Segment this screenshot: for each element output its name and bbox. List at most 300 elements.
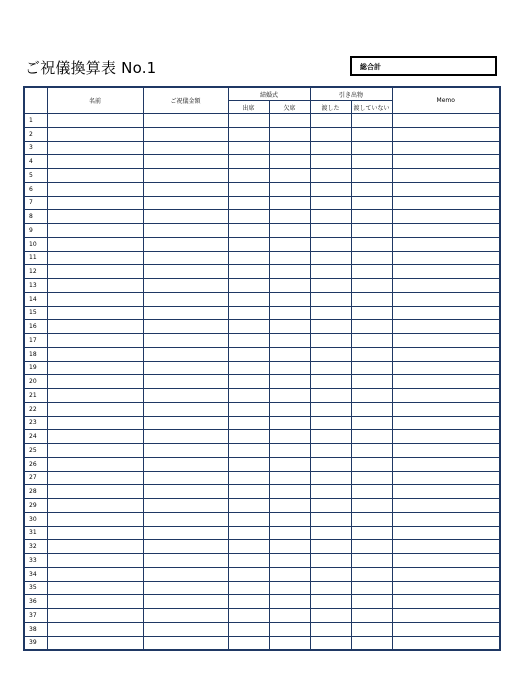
gift-amount-cell[interactable] — [143, 581, 228, 595]
memo-cell[interactable] — [392, 155, 500, 169]
attend-cell[interactable] — [228, 512, 269, 526]
gift-amount-cell[interactable] — [143, 444, 228, 458]
attend-cell[interactable] — [228, 430, 269, 444]
name-cell[interactable] — [47, 114, 143, 128]
given-cell[interactable] — [310, 430, 351, 444]
table-row — [24, 347, 500, 361]
given-cell[interactable] — [310, 251, 351, 265]
not-given-cell[interactable] — [351, 182, 392, 196]
gift-amount-cell[interactable] — [143, 361, 228, 375]
given-cell[interactable] — [310, 622, 351, 636]
not-given-cell[interactable] — [351, 581, 392, 595]
memo-cell[interactable] — [392, 499, 500, 513]
not-given-cell[interactable] — [351, 141, 392, 155]
attend-cell[interactable] — [228, 361, 269, 375]
table-row — [24, 457, 500, 471]
attend-cell[interactable] — [228, 444, 269, 458]
attend-cell[interactable] — [228, 609, 269, 623]
attend-cell[interactable] — [228, 554, 269, 568]
gift-amount-cell[interactable] — [143, 512, 228, 526]
name-cell[interactable] — [47, 499, 143, 513]
absent-cell[interactable] — [269, 581, 310, 595]
gift-amount-cell[interactable] — [143, 155, 228, 169]
given-cell[interactable] — [310, 141, 351, 155]
memo-cell[interactable] — [392, 237, 500, 251]
given-cell[interactable] — [310, 595, 351, 609]
memo-cell[interactable] — [392, 251, 500, 265]
gift-amount-cell[interactable] — [143, 416, 228, 430]
not-given-cell[interactable] — [351, 320, 392, 334]
given-cell[interactable] — [310, 279, 351, 293]
given-cell[interactable] — [310, 114, 351, 128]
gift-amount-cell[interactable] — [143, 567, 228, 581]
absent-cell[interactable] — [269, 609, 310, 623]
gift-amount-cell[interactable] — [143, 292, 228, 306]
not-given-cell[interactable] — [351, 526, 392, 540]
attend-cell[interactable] — [228, 251, 269, 265]
memo-cell[interactable] — [392, 361, 500, 375]
name-cell[interactable] — [47, 567, 143, 581]
table-row — [24, 416, 500, 430]
name-cell[interactable] — [47, 141, 143, 155]
absent-cell[interactable] — [269, 375, 310, 389]
table-row — [24, 444, 500, 458]
row-number: 17 — [24, 334, 47, 348]
memo-cell[interactable] — [392, 320, 500, 334]
attend-cell[interactable] — [228, 485, 269, 499]
attend-cell[interactable] — [228, 265, 269, 279]
given-cell[interactable] — [310, 581, 351, 595]
not-given-cell[interactable] — [351, 334, 392, 348]
gift-amount-cell[interactable] — [143, 141, 228, 155]
name-cell[interactable] — [47, 361, 143, 375]
not-given-cell[interactable] — [351, 306, 392, 320]
gift-amount-cell[interactable] — [143, 237, 228, 251]
given-cell[interactable] — [310, 402, 351, 416]
absent-cell[interactable] — [269, 485, 310, 499]
not-given-cell[interactable] — [351, 347, 392, 361]
table-row — [24, 375, 500, 389]
not-given-cell[interactable] — [351, 237, 392, 251]
attend-cell[interactable] — [228, 581, 269, 595]
attend-cell[interactable] — [228, 279, 269, 293]
given-cell[interactable] — [310, 361, 351, 375]
not-given-cell[interactable] — [351, 554, 392, 568]
name-cell[interactable] — [47, 457, 143, 471]
grand-total-box[interactable] — [350, 56, 497, 76]
memo-cell[interactable] — [392, 609, 500, 623]
absent-cell[interactable] — [269, 622, 310, 636]
gift-amount-cell[interactable] — [143, 375, 228, 389]
gift-amount-cell[interactable] — [143, 554, 228, 568]
gift-amount-cell[interactable] — [143, 265, 228, 279]
name-cell[interactable] — [47, 320, 143, 334]
absent-cell[interactable] — [269, 292, 310, 306]
memo-cell[interactable] — [392, 169, 500, 183]
name-cell[interactable] — [47, 609, 143, 623]
memo-cell[interactable] — [392, 444, 500, 458]
gift-amount-cell[interactable] — [143, 389, 228, 403]
not-given-cell[interactable] — [351, 540, 392, 554]
gift-amount-cell[interactable] — [143, 114, 228, 128]
gift-amount-cell[interactable] — [143, 306, 228, 320]
attend-cell[interactable] — [228, 595, 269, 609]
attend-cell[interactable] — [228, 347, 269, 361]
memo-cell[interactable] — [392, 512, 500, 526]
attend-cell[interactable] — [228, 114, 269, 128]
not-given-cell[interactable] — [351, 485, 392, 499]
absent-cell[interactable] — [269, 567, 310, 581]
absent-cell[interactable] — [269, 210, 310, 224]
not-given-cell[interactable] — [351, 499, 392, 513]
name-cell[interactable] — [47, 306, 143, 320]
given-cell[interactable] — [310, 485, 351, 499]
table-row — [24, 155, 500, 169]
not-given-cell[interactable] — [351, 595, 392, 609]
table-row — [24, 210, 500, 224]
attend-cell[interactable] — [228, 306, 269, 320]
row-number: 24 — [24, 430, 47, 444]
absent-cell[interactable] — [269, 127, 310, 141]
memo-cell[interactable] — [392, 265, 500, 279]
not-given-cell[interactable] — [351, 279, 392, 293]
given-cell[interactable] — [310, 457, 351, 471]
not-given-cell[interactable] — [351, 402, 392, 416]
name-cell[interactable] — [47, 485, 143, 499]
gift-amount-cell[interactable] — [143, 224, 228, 238]
gift-amount-cell[interactable] — [143, 127, 228, 141]
given-cell[interactable] — [310, 526, 351, 540]
given-cell[interactable] — [310, 210, 351, 224]
memo-cell[interactable] — [392, 581, 500, 595]
absent-cell[interactable] — [269, 457, 310, 471]
absent-cell[interactable] — [269, 471, 310, 485]
memo-cell[interactable] — [392, 375, 500, 389]
not-given-cell[interactable] — [351, 512, 392, 526]
not-given-cell[interactable] — [351, 389, 392, 403]
not-given-cell[interactable] — [351, 609, 392, 623]
name-cell[interactable] — [47, 292, 143, 306]
attend-cell[interactable] — [228, 636, 269, 650]
gift-amount-cell[interactable] — [143, 347, 228, 361]
gift-amount-cell[interactable] — [143, 196, 228, 210]
gift-amount-cell[interactable] — [143, 485, 228, 499]
row-number: 31 — [24, 526, 47, 540]
memo-cell[interactable] — [392, 114, 500, 128]
absent-cell[interactable] — [269, 389, 310, 403]
table-row — [24, 224, 500, 238]
gift-amount-cell[interactable] — [143, 499, 228, 513]
given-cell[interactable] — [310, 237, 351, 251]
not-given-cell[interactable] — [351, 416, 392, 430]
given-cell[interactable] — [310, 127, 351, 141]
row-number: 32 — [24, 540, 47, 554]
name-cell[interactable] — [47, 237, 143, 251]
name-cell[interactable] — [47, 622, 143, 636]
memo-cell[interactable] — [392, 224, 500, 238]
attend-cell[interactable] — [228, 210, 269, 224]
absent-cell[interactable] — [269, 320, 310, 334]
absent-cell[interactable] — [269, 444, 310, 458]
attend-cell[interactable] — [228, 169, 269, 183]
table-row — [24, 265, 500, 279]
memo-cell[interactable] — [392, 485, 500, 499]
attend-cell[interactable] — [228, 457, 269, 471]
not-given-cell[interactable] — [351, 224, 392, 238]
not-given-cell[interactable] — [351, 444, 392, 458]
not-given-cell[interactable] — [351, 114, 392, 128]
name-cell[interactable] — [47, 430, 143, 444]
gift-amount-cell[interactable] — [143, 251, 228, 265]
name-cell[interactable] — [47, 265, 143, 279]
name-cell[interactable] — [47, 279, 143, 293]
given-cell[interactable] — [310, 554, 351, 568]
memo-cell[interactable] — [392, 334, 500, 348]
memo-cell[interactable] — [392, 127, 500, 141]
name-cell[interactable] — [47, 540, 143, 554]
absent-cell[interactable] — [269, 196, 310, 210]
gift-amount-cell[interactable] — [143, 636, 228, 650]
absent-cell[interactable] — [269, 430, 310, 444]
absent-cell[interactable] — [269, 540, 310, 554]
gift-amount-cell[interactable] — [143, 402, 228, 416]
given-cell[interactable] — [310, 306, 351, 320]
given-cell[interactable] — [310, 224, 351, 238]
attend-cell[interactable] — [228, 416, 269, 430]
name-cell[interactable] — [47, 169, 143, 183]
name-cell[interactable] — [47, 402, 143, 416]
memo-cell[interactable] — [392, 402, 500, 416]
gift-amount-cell[interactable] — [143, 595, 228, 609]
memo-cell[interactable] — [392, 416, 500, 430]
given-cell[interactable] — [310, 375, 351, 389]
name-cell[interactable] — [47, 347, 143, 361]
name-cell[interactable] — [47, 224, 143, 238]
name-cell[interactable] — [47, 251, 143, 265]
gift-amount-cell[interactable] — [143, 540, 228, 554]
not-given-cell[interactable] — [351, 196, 392, 210]
memo-cell[interactable] — [392, 430, 500, 444]
given-cell[interactable] — [310, 334, 351, 348]
attend-cell[interactable] — [228, 155, 269, 169]
absent-cell[interactable] — [269, 279, 310, 293]
memo-cell[interactable] — [392, 526, 500, 540]
absent-cell[interactable] — [269, 155, 310, 169]
given-cell[interactable] — [310, 292, 351, 306]
absent-cell[interactable] — [269, 402, 310, 416]
attend-cell[interactable] — [228, 237, 269, 251]
not-given-cell[interactable] — [351, 265, 392, 279]
absent-cell[interactable] — [269, 141, 310, 155]
given-cell[interactable] — [310, 169, 351, 183]
given-cell[interactable] — [310, 609, 351, 623]
memo-cell[interactable] — [392, 292, 500, 306]
name-cell[interactable] — [47, 636, 143, 650]
given-cell[interactable] — [310, 320, 351, 334]
given-cell[interactable] — [310, 196, 351, 210]
given-cell[interactable] — [310, 347, 351, 361]
attend-cell[interactable] — [228, 224, 269, 238]
attend-cell[interactable] — [228, 292, 269, 306]
attend-cell[interactable] — [228, 127, 269, 141]
memo-cell[interactable] — [392, 141, 500, 155]
attend-cell[interactable] — [228, 567, 269, 581]
memo-cell[interactable] — [392, 636, 500, 650]
not-given-cell[interactable] — [351, 622, 392, 636]
gift-amount-cell[interactable] — [143, 430, 228, 444]
name-cell[interactable] — [47, 416, 143, 430]
gift-amount-cell[interactable] — [143, 320, 228, 334]
name-cell[interactable] — [47, 196, 143, 210]
gift-amount-cell[interactable] — [143, 334, 228, 348]
name-cell[interactable] — [47, 526, 143, 540]
given-cell[interactable] — [310, 444, 351, 458]
absent-cell[interactable] — [269, 347, 310, 361]
memo-cell[interactable] — [392, 182, 500, 196]
memo-cell[interactable] — [392, 595, 500, 609]
absent-cell[interactable] — [269, 636, 310, 650]
memo-cell[interactable] — [392, 279, 500, 293]
absent-cell[interactable] — [269, 265, 310, 279]
name-cell[interactable] — [47, 182, 143, 196]
attend-cell[interactable] — [228, 182, 269, 196]
not-given-cell[interactable] — [351, 361, 392, 375]
not-given-cell[interactable] — [351, 127, 392, 141]
not-given-cell[interactable] — [351, 251, 392, 265]
memo-cell[interactable] — [392, 196, 500, 210]
table-row — [24, 251, 500, 265]
table-row — [24, 169, 500, 183]
not-given-cell[interactable] — [351, 457, 392, 471]
memo-cell[interactable] — [392, 622, 500, 636]
not-given-cell[interactable] — [351, 375, 392, 389]
memo-cell[interactable] — [392, 567, 500, 581]
gift-amount-cell[interactable] — [143, 526, 228, 540]
name-cell[interactable] — [47, 127, 143, 141]
attend-cell[interactable] — [228, 389, 269, 403]
absent-cell[interactable] — [269, 361, 310, 375]
not-given-cell[interactable] — [351, 292, 392, 306]
not-given-cell[interactable] — [351, 210, 392, 224]
given-cell[interactable] — [310, 567, 351, 581]
given-cell[interactable] — [310, 636, 351, 650]
memo-cell[interactable] — [392, 471, 500, 485]
row-number: 37 — [24, 609, 47, 623]
name-cell[interactable] — [47, 554, 143, 568]
given-cell[interactable] — [310, 155, 351, 169]
attend-cell[interactable] — [228, 540, 269, 554]
given-cell[interactable] — [310, 512, 351, 526]
memo-cell[interactable] — [392, 347, 500, 361]
gift-amount-cell[interactable] — [143, 210, 228, 224]
name-cell[interactable] — [47, 210, 143, 224]
not-given-cell[interactable] — [351, 636, 392, 650]
gift-amount-cell[interactable] — [143, 622, 228, 636]
absent-cell[interactable] — [269, 499, 310, 513]
absent-cell[interactable] — [269, 169, 310, 183]
memo-cell[interactable] — [392, 457, 500, 471]
memo-cell[interactable] — [392, 554, 500, 568]
row-number: 2 — [24, 127, 47, 141]
name-cell[interactable] — [47, 155, 143, 169]
given-cell[interactable] — [310, 389, 351, 403]
name-cell[interactable] — [47, 375, 143, 389]
given-cell[interactable] — [310, 265, 351, 279]
given-cell[interactable] — [310, 540, 351, 554]
absent-cell[interactable] — [269, 526, 310, 540]
row-number: 12 — [24, 265, 47, 279]
attend-cell[interactable] — [228, 320, 269, 334]
absent-cell[interactable] — [269, 224, 310, 238]
not-given-cell[interactable] — [351, 169, 392, 183]
absent-cell[interactable] — [269, 334, 310, 348]
memo-cell[interactable] — [392, 389, 500, 403]
given-cell[interactable] — [310, 471, 351, 485]
absent-cell[interactable] — [269, 512, 310, 526]
attend-cell[interactable] — [228, 499, 269, 513]
attend-cell[interactable] — [228, 141, 269, 155]
attend-cell[interactable] — [228, 526, 269, 540]
absent-cell[interactable] — [269, 182, 310, 196]
absent-cell[interactable] — [269, 306, 310, 320]
gift-amount-cell[interactable] — [143, 471, 228, 485]
absent-cell[interactable] — [269, 114, 310, 128]
not-given-cell[interactable] — [351, 155, 392, 169]
row-number: 11 — [24, 251, 47, 265]
attend-cell[interactable] — [228, 334, 269, 348]
table-row — [24, 127, 500, 141]
name-cell[interactable] — [47, 595, 143, 609]
gift-amount-cell[interactable] — [143, 457, 228, 471]
gift-amount-cell[interactable] — [143, 279, 228, 293]
memo-cell[interactable] — [392, 210, 500, 224]
absent-cell[interactable] — [269, 595, 310, 609]
attend-cell[interactable] — [228, 622, 269, 636]
gift-amount-cell[interactable] — [143, 169, 228, 183]
table-row — [24, 526, 500, 540]
name-cell[interactable] — [47, 389, 143, 403]
table-row — [24, 292, 500, 306]
memo-cell[interactable] — [392, 540, 500, 554]
memo-cell[interactable] — [392, 306, 500, 320]
row-number: 19 — [24, 361, 47, 375]
name-cell[interactable] — [47, 471, 143, 485]
name-cell[interactable] — [47, 444, 143, 458]
given-cell[interactable] — [310, 499, 351, 513]
not-given-cell[interactable] — [351, 430, 392, 444]
given-cell[interactable] — [310, 182, 351, 196]
name-cell[interactable] — [47, 334, 143, 348]
header-attend: 出席 — [228, 101, 269, 114]
attend-cell[interactable] — [228, 471, 269, 485]
absent-cell[interactable] — [269, 237, 310, 251]
absent-cell[interactable] — [269, 251, 310, 265]
attend-cell[interactable] — [228, 402, 269, 416]
not-given-cell[interactable] — [351, 567, 392, 581]
table-row — [24, 430, 500, 444]
attend-cell[interactable] — [228, 375, 269, 389]
absent-cell[interactable] — [269, 554, 310, 568]
name-cell[interactable] — [47, 581, 143, 595]
given-cell[interactable] — [310, 416, 351, 430]
gift-amount-cell[interactable] — [143, 609, 228, 623]
table-row — [24, 141, 500, 155]
gift-amount-cell[interactable] — [143, 182, 228, 196]
attend-cell[interactable] — [228, 196, 269, 210]
absent-cell[interactable] — [269, 416, 310, 430]
name-cell[interactable] — [47, 512, 143, 526]
not-given-cell[interactable] — [351, 471, 392, 485]
